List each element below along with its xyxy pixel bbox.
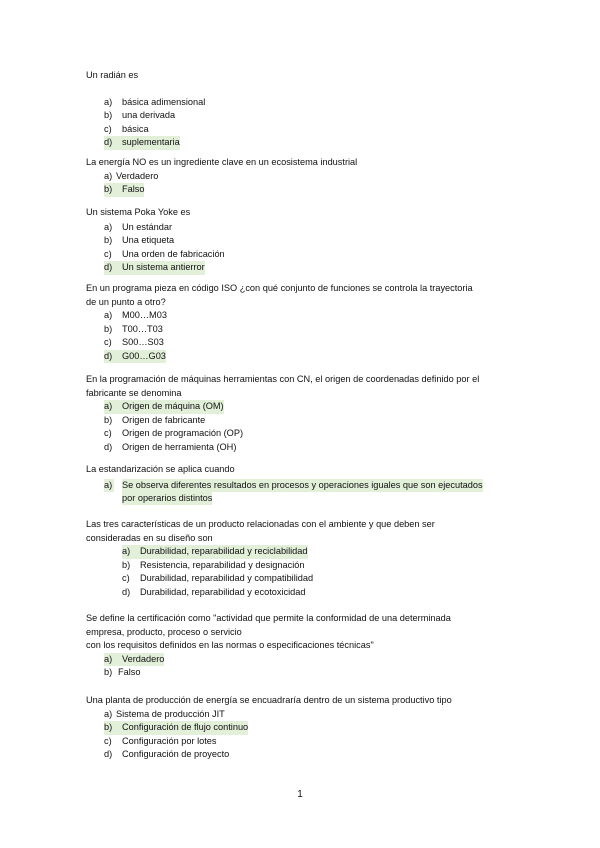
option-letter: b) <box>104 110 113 120</box>
option-text: Una etiqueta <box>122 235 175 245</box>
option-letter: c) <box>104 248 112 259</box>
option-text: básica <box>122 123 149 134</box>
question-3 <box>86 206 526 275</box>
question-8 <box>86 612 526 680</box>
option-b[interactable] <box>104 109 526 123</box>
option-text: Durabilidad, reparabilidad y ecotoxicidad <box>140 586 306 597</box>
option-text: básica adimensional <box>122 96 206 107</box>
option-text: suplementaria <box>122 136 180 150</box>
question-text: Una planta de producción de energía se encuadraría dentro de un sistema productivo tipo <box>86 695 452 705</box>
question-text-line-3: con los requisitos definidos en las normas o especificaciones técnicas" <box>86 640 374 650</box>
option-c[interactable] <box>104 123 526 137</box>
question-text-line-2: fabricante se denomina <box>86 387 182 398</box>
options-list <box>104 400 526 454</box>
options-list <box>104 96 526 150</box>
option-b[interactable] <box>104 414 526 428</box>
question-text: Un sistema Poka Yoke es <box>86 207 191 217</box>
option-d-correct[interactable] <box>104 136 526 150</box>
option-c[interactable] <box>104 336 526 350</box>
question-text-line-1: En la programación de máquinas herramientas con CN, el origen de coordenadas definido por el <box>86 374 480 384</box>
option-letter: a) <box>104 170 113 181</box>
option-letter: b) <box>104 183 122 197</box>
option-d-correct[interactable] <box>104 350 526 364</box>
question-text-line-1: Se define la certificación como "actividad que permite la conformidad de una determinada <box>86 613 451 623</box>
option-c[interactable] <box>104 427 526 441</box>
option-d[interactable] <box>104 441 526 455</box>
option-text: Resistencia, reparabilidad y designación <box>140 559 305 570</box>
option-a[interactable] <box>104 96 526 110</box>
option-c[interactable] <box>104 248 526 262</box>
option-b-correct[interactable] <box>104 183 526 197</box>
question-1 <box>86 69 526 150</box>
option-text: Falso <box>122 183 144 197</box>
options-list <box>104 221 526 275</box>
option-text: Durabilidad, reparabilidad y compatibilidad <box>140 573 314 583</box>
option-letter: b) <box>104 414 113 425</box>
option-letter: b) <box>122 559 131 570</box>
option-b-correct[interactable] <box>104 721 526 735</box>
option-letter: c) <box>104 735 112 746</box>
option-letter: c) <box>122 573 130 583</box>
question-text-line-2: empresa, producto, proceso o servicio <box>86 626 242 637</box>
option-text: Configuración por lotes <box>122 735 217 746</box>
options-list <box>104 170 526 197</box>
option-c[interactable] <box>122 572 526 586</box>
option-letter: d) <box>104 350 122 364</box>
question-text: Un radián es <box>86 70 139 80</box>
option-letter: b) <box>104 323 113 334</box>
options-list <box>104 653 526 680</box>
option-letter: d) <box>104 441 113 452</box>
option-a[interactable] <box>104 708 526 722</box>
option-text: Verdadero <box>116 170 159 181</box>
question-6 <box>86 463 526 505</box>
option-text: Un estándar <box>122 221 173 232</box>
option-letter: c) <box>104 428 112 438</box>
question-text: La energía NO es un ingrediente clave en un ecosistema industrial <box>86 157 358 167</box>
question-text: La estandarización se aplica cuando <box>86 464 235 474</box>
option-d[interactable] <box>104 748 526 762</box>
option-a[interactable] <box>104 221 526 235</box>
option-letter: a) <box>104 400 122 414</box>
option-a-correct[interactable] <box>104 653 526 667</box>
question-text-line-2: de un punto a otro? <box>86 296 166 307</box>
option-b[interactable] <box>122 559 526 573</box>
option-d-correct[interactable] <box>104 261 526 275</box>
option-letter: a) <box>104 96 113 107</box>
option-a-correct[interactable] <box>122 545 526 559</box>
question-9 <box>86 694 526 762</box>
option-letter: d) <box>122 586 131 597</box>
option-a[interactable] <box>104 170 526 184</box>
option-a-correct[interactable] <box>104 400 526 414</box>
options-list <box>122 545 526 599</box>
question-4 <box>86 282 526 363</box>
option-letter: a) <box>104 310 113 320</box>
question-7 <box>86 518 526 599</box>
option-letter: a) <box>122 545 140 559</box>
option-letter: d) <box>104 136 122 150</box>
option-letter: a) <box>104 653 122 667</box>
option-b[interactable] <box>104 666 526 680</box>
option-text: una derivada <box>122 110 176 120</box>
option-letter: b) <box>104 235 113 245</box>
option-letter: a) <box>104 221 113 232</box>
option-b[interactable] <box>104 234 526 248</box>
option-a[interactable] <box>104 309 526 323</box>
question-5 <box>86 373 526 454</box>
question-2 <box>86 156 526 197</box>
question-text-line-1: Las tres características de un producto relacionadas con el ambiente y que deben ser <box>86 519 435 529</box>
option-text: Sistema de producción JIT <box>116 708 225 719</box>
option-text: T00…T03 <box>122 323 163 334</box>
option-text: Un sistema antierror <box>122 261 205 275</box>
option-text: S00…S03 <box>122 337 164 347</box>
option-text: Una orden de fabricación <box>122 248 225 259</box>
option-letter: d) <box>104 261 122 275</box>
option-d[interactable] <box>122 586 526 600</box>
option-text: Origen de herramienta (OH) <box>122 441 237 452</box>
option-text: Verdadero <box>122 653 164 667</box>
option-text: Falso <box>118 667 141 677</box>
option-text: Configuración de proyecto <box>122 749 230 759</box>
option-text: Configuración de flujo continuo <box>122 721 248 735</box>
options-list <box>104 708 526 762</box>
option-letter: c) <box>104 123 112 134</box>
option-text: G00…G03 <box>122 350 166 364</box>
page-number: 1 <box>297 789 303 800</box>
option-letter: b) <box>104 667 113 677</box>
option-b[interactable] <box>104 323 526 337</box>
option-text-line-2: por operarios distintos <box>122 492 213 503</box>
options-list <box>104 309 526 363</box>
option-letter: b) <box>104 721 122 735</box>
option-text: Origen de fabricante <box>122 414 206 425</box>
option-c[interactable] <box>104 735 526 749</box>
option-letter: d) <box>104 749 113 759</box>
option-text: Origen de programación (OP) <box>122 428 244 438</box>
option-letter: a) <box>104 479 113 490</box>
option-letter: c) <box>104 337 112 347</box>
option-text: Durabilidad, reparabilidad y reciclabilidad <box>140 545 308 559</box>
option-text: Origen de máquina (OM) <box>122 400 224 414</box>
option-letter: a) <box>104 708 113 719</box>
option-text: M00…M03 <box>122 310 167 320</box>
question-text-line-2: consideradas en su diseño son <box>86 532 213 543</box>
option-a-correct[interactable] <box>104 479 526 505</box>
option-text-line-1: Se observa diferentes resultados en procesos y operaciones iguales que son ejecutados <box>122 479 483 490</box>
question-text-line-1: En un programa pieza en código ISO ¿con qué conjunto de funciones se controla la trayectoria <box>86 283 473 293</box>
